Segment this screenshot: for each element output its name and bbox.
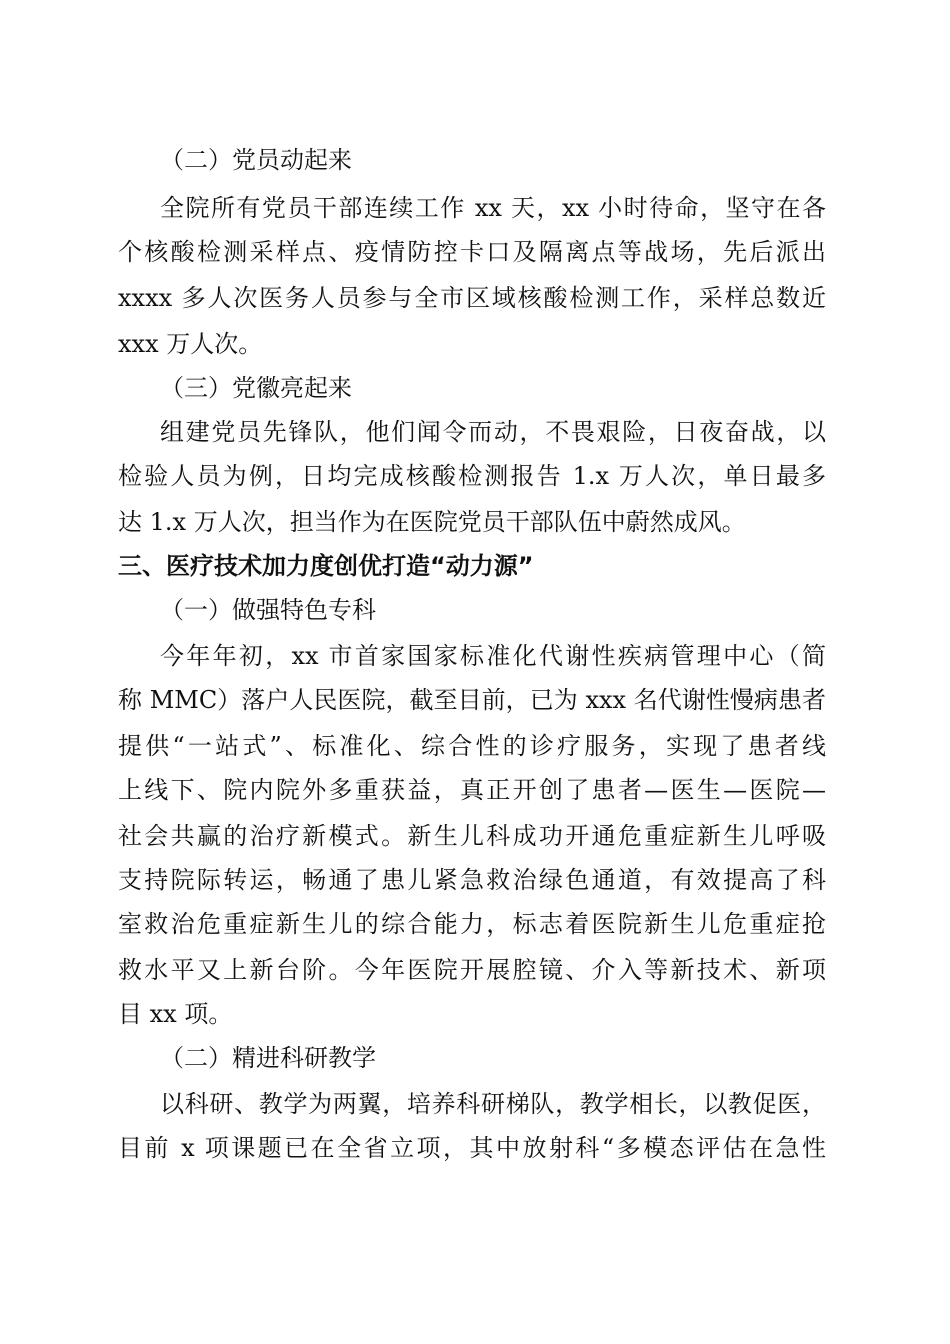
subheading-research-teaching: （二）精进科研教学 — [160, 1044, 376, 1072]
paragraph-line: 检验人员为例，日均完成核酸检测报告 1.x 万人次，单日最多 — [118, 462, 826, 490]
subheading-party-members-active: （二）党员动起来 — [160, 146, 352, 174]
paragraph-line: 以科研、教学为两翼，培养科研梯队，教学相长，以教促医， — [160, 1090, 826, 1118]
paragraph-line: 社会共赢的治疗新模式。新生儿科成功开通危重症新生儿呼吸 — [118, 822, 826, 850]
paragraph-line: xxx 万人次。 — [118, 330, 263, 358]
paragraph-line: 支持院际转运，畅通了患儿紧急救治绿色通道，有效提高了科 — [118, 866, 826, 894]
section-heading-medical-technology: 三、医疗技术加力度创优打造“动力源” — [118, 552, 534, 580]
paragraph-line: xxxx 多人次医务人员参与全市区域核酸检测工作，采样总数近 — [118, 284, 826, 312]
paragraph-line: 达 1.x 万人次，担当作为在医院党员干部队伍中蔚然成风。 — [118, 508, 746, 536]
paragraph-line: 目 xx 项。 — [118, 1000, 233, 1028]
paragraph-line: 上线下、院内院外多重获益，真正开创了患者—医生—医院— — [118, 776, 826, 804]
paragraph-line: 个核酸检测采样点、疫情防控卡口及隔离点等战场，先后派出 — [118, 238, 826, 266]
paragraph-line: 目前 x 项课题已在全省立项，其中放射科“多模态评估在急性 — [118, 1134, 826, 1162]
paragraph-line: 提供“一站式”、标准化、综合性的诊疗服务，实现了患者线 — [118, 732, 826, 760]
paragraph-line: 室救治危重症新生儿的综合能力，标志着医院新生儿危重症抢 — [118, 910, 826, 938]
paragraph-line: 称 MMC）落户人民医院，截至目前，已为 xxx 名代谢性慢病患者 — [118, 686, 826, 714]
subheading-party-emblem: （三）党徽亮起来 — [160, 374, 352, 402]
subheading-specialty: （一）做强特色专科 — [160, 596, 376, 624]
paragraph-line: 救水平又上新台阶。今年医院开展腔镜、介入等新技术、新项 — [118, 956, 826, 984]
paragraph-line: 今年年初，xx 市首家国家标准化代谢性疾病管理中心（简 — [160, 642, 826, 670]
paragraph-line: 组建党员先锋队，他们闻令而动，不畏艰险，日夜奋战，以 — [160, 418, 826, 446]
paragraph-line: 全院所有党员干部连续工作 xx 天，xx 小时待命，坚守在各 — [160, 194, 826, 222]
